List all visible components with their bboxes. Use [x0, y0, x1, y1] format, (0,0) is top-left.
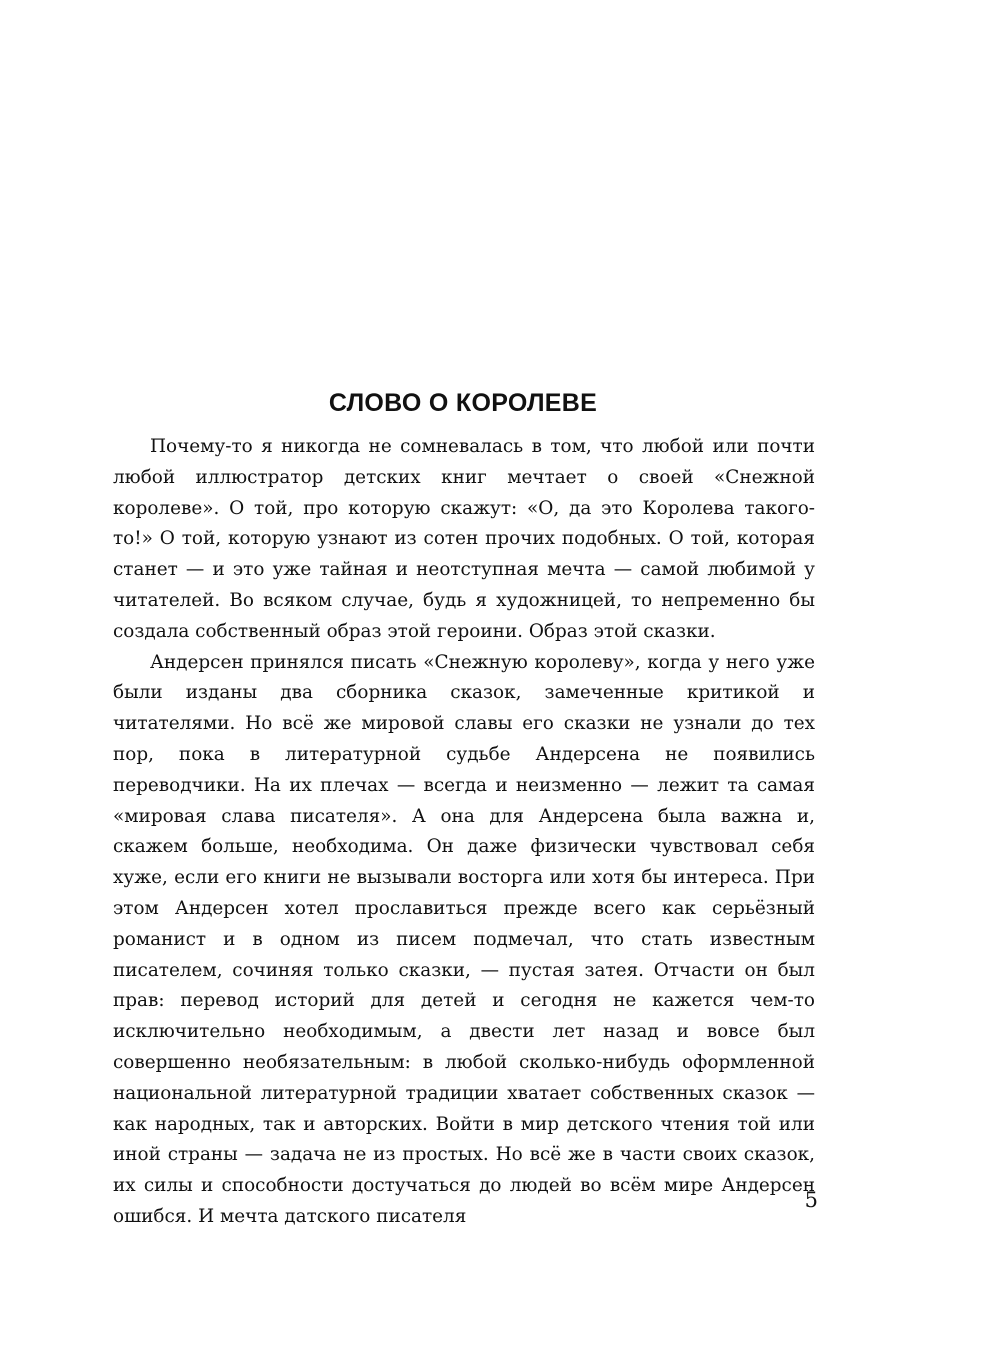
- page-number: 5: [804, 1188, 818, 1212]
- paragraph-1: Почему-то я никогда не сомневалась в том, что любой или почти любой иллюстратор детских книг мечтает о своей «Снежной королеве». О той, про которую скажут: «О, да это Королева такого-то!» О той, которую узнают из сотен прочих подобных. О той, которая станет — и это уже тайная и неотступная мечта — самой любимой у читателей. Во всяком случае, будь я художницей, то непременно бы создала собственный образ этой героини. Образ этой сказки.: [113, 436, 815, 642]
- paragraph-2: Андерсен принялся писать «Снежную королеву», когда у него уже были изданы два сборника сказок, замеченные критикой и читателями. Но всё же мировой славы его сказки не узнали до тех пор, пока в литературной судьбе Андерсена не появились переводчики. На их плечах — всегда и неизменно — лежит та самая «мировая слава писателя». А она для Андерсена была важна и, скажем больше, необходима. Он даже физически чувствовал себя хуже, если его книги не вызывали восторга или хотя бы интереса. При этом Андерсен хотел прославиться прежде всего как серьёзный романист и в одном из писем подмечал, что стать известным писателем, сочиняя только сказки, — пустая затея. Отчасти он был прав: перевод историй для детей и сегодня не кажется чем-то исключительно необходимым, а двести лет назад и вовсе был совершенно необязательным: в любой сколько-нибудь оформленной национальной литературной традиции хватает собственных сказок — как народных, так и авторских. Войти в мир детского чтения той или иной страны — задача не из простых. Но всё же в части своих сказок, их силы и способности достучаться до людей во всём мире Андерсен ошибся. И мечта датского писателя: [113, 651, 815, 1227]
- body-text: [113, 432, 815, 1233]
- chapter-title: СЛОВО О КОРОЛЕВЕ: [328, 389, 598, 417]
